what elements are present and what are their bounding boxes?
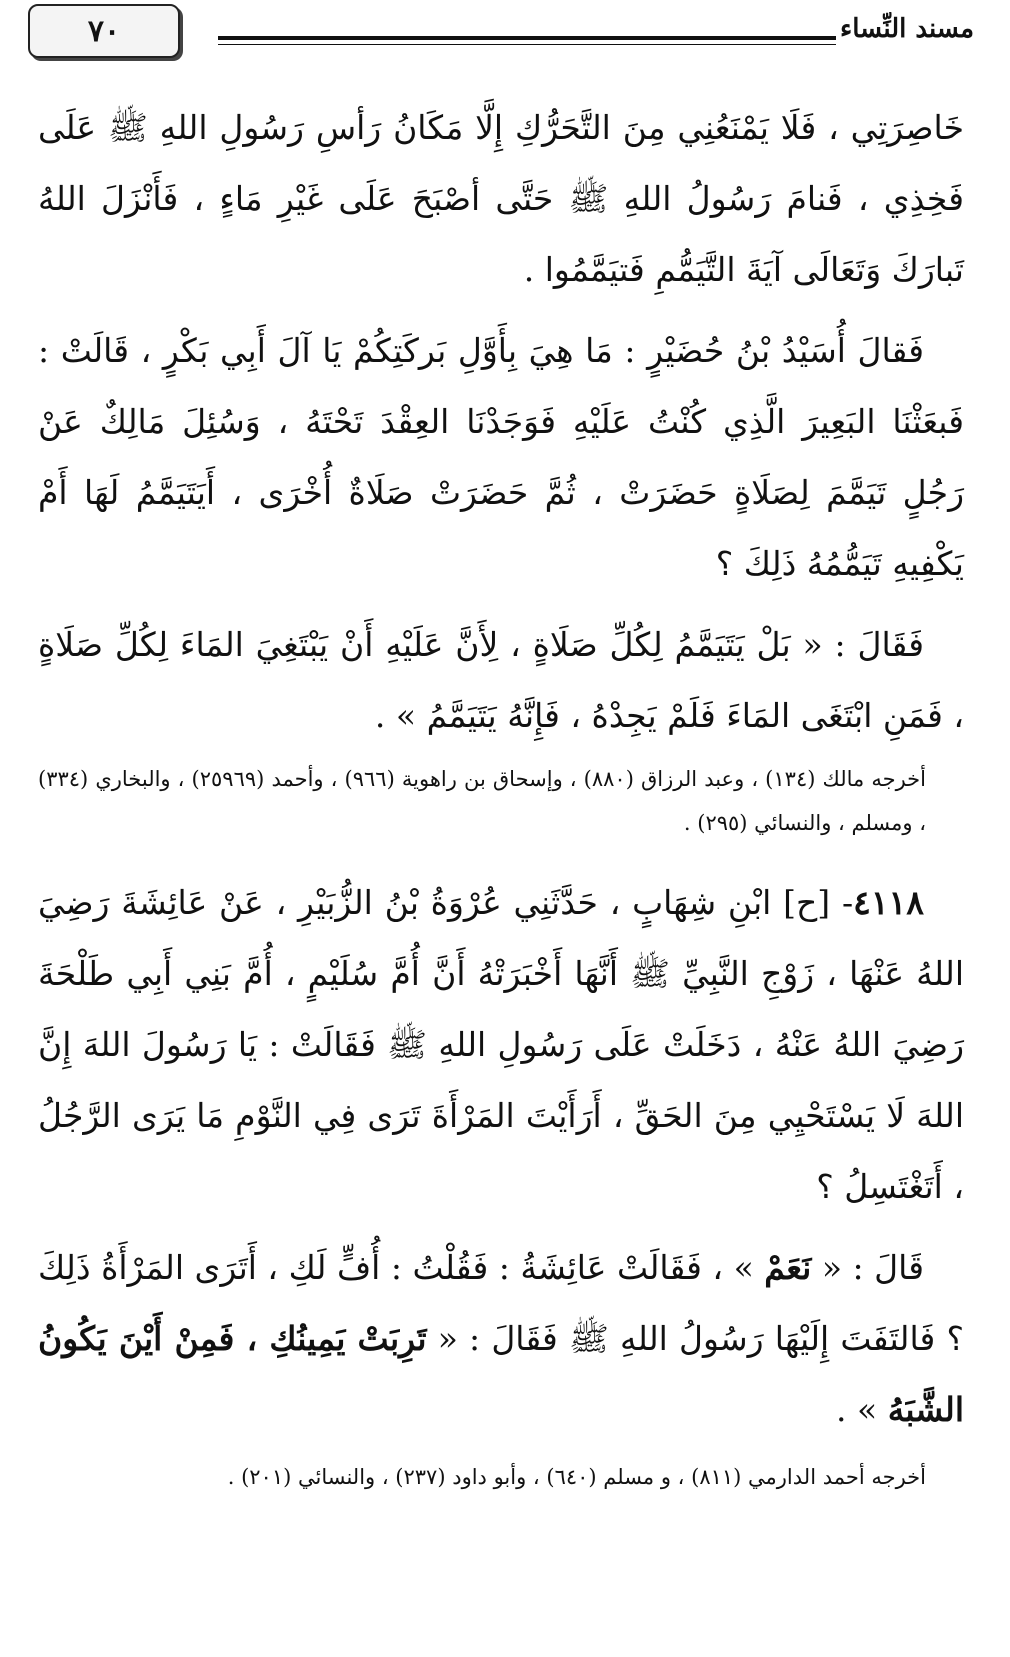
footnote-takhrij-2: أخرجه أحمد الدارمي (٨١١) ، و مسلم (٦٤٠) ، وأبو داود (٢٣٧) ، والنسائي (٢٠١) . (227, 1465, 926, 1489)
paragraph-continuation (38, 92, 964, 305)
paragraph-text: خَاصِرَتِي ، فَلَا يَمْنَعُنِي مِنَ التَّحَرُّكِ إِلَّا مَكَانُ رَأسِ رَسُولِ اللهِ ﷺ عَلَى فَخِذِي ، فَنامَ رَسُولُ اللهِ ﷺ حَتَّى أصْبَحَ عَلَى غَيْرِ مَاءٍ ، فَأَنْزَلَ اللهُ تَبارَكَ وَتَعَالَى آيَةَ التَّيَمُّمِ فَتيَمَّمُوا . (38, 108, 964, 289)
book-title: مسند النِّساء (840, 14, 974, 44)
page-number-badge (28, 4, 180, 58)
footnote-takhrij-1: أخرجه مالك (١٣٤) ، وعبد الرزاق (٨٨٠) ، وإسحاق بن راهوية (٩٦٦) ، وأحمد (٢٥٩٦٩) ، والبخاري (٣٣٤) ، ومسلم ، والنسائي (٢٩٥) . (38, 767, 927, 835)
hadith-paragraph-response (38, 1232, 964, 1445)
hadith-text-mid: » ، فَقَالَتْ عَائِشَةُ : فَقُلْتُ : أُفٍّ لَكِ ، أَتَرَى المَرْأَةُ ذَلِكَ ؟ فَالتَفَتَ إِلَيْهَا رَسُولُ اللهِ ﷺ فَقَالَ : « (38, 1248, 964, 1358)
hadith-text-end: » . (836, 1390, 888, 1429)
hadith-paragraph: ٤١١٨- [ح] ابْنِ شِهَابٍ ، حَدَّثَنِي عُرْوَةُ بْنُ الزُّبَيْرِ ، عَنْ عَائِشَةَ رَضِيَ اللهُ عَنْهَا ، زَوْجِ النَّبِيِّ ﷺ أَنَّهَا أَخْبَرَتْهُ أَنَّ أُمَّ سُلَيْمٍ ، أُمَّ بَنِي أَبِي طَلْحَةَ رَضِيَ اللهُ عَنْهُ ، دَخَلَتْ عَلَى رَسُولِ اللهِ ﷺ فَقَالَتْ : يَا رَسُولَ اللهَ إِنَّ اللهَ لَا يَسْتَحْيِي مِنَ الحَقِّ ، أَرَأَيْتَ المَرْأَةَ تَرَى فِي النَّوْمِ مَا يَرَى الرَّجُلُ ، أَتَغْتَسِلُ ؟ (38, 883, 965, 1206)
hadith-marker: [ح] (783, 883, 831, 922)
paragraph-text: فَقَالَ : « بَلْ يَتَيَمَّمُ لِكُلِّ صَلَاةٍ ، لِأَنَّ عَلَيْهِ أَنْ يَبْتَغِيَ المَاءَ لِكُلِّ صَلَاةٍ ، فَمَنِ ابْتَغَى المَاءَ فَلَمْ يَجِدْهُ ، فَإِنَّهُ يَتَيَمَّمُ » . (38, 625, 964, 735)
page-content (38, 92, 964, 1499)
hadith-text-start: قَالَ : « (811, 1248, 924, 1287)
hadith-text: ابْنِ شِهَابٍ ، حَدَّثَنِي عُرْوَةُ بْنُ الزُّبَيْرِ ، عَنْ عَائِشَةَ رَضِيَ اللهُ عَنْهَا ، زَوْجِ النَّبِيِّ ﷺ أَنَّهَا أَخْبَرَتْهُ أَنَّ أُمَّ سُلَيْمٍ ، أُمَّ بَنِي أَبِي طَلْحَةَ رَضِيَ اللهُ عَنْهُ ، دَخَلَتْ عَلَى رَسُولِ اللهِ ﷺ فَقَالَتْ : يَا رَسُولَ اللهَ إِنَّ اللهَ لَا يَسْتَحْيِي مِنَ الحَقِّ ، أَرَأَيْتَ المَرْأَةَ تَرَى فِي النَّوْمِ مَا يَرَى الرَّجُلُ ، أَتَغْتَسِلُ ؟ (38, 883, 965, 1206)
bold-prophetic-saying: تَرِبَتْ يَمِينُكِ ، فَمِنْ أَيْنَ يَكُونُ الشَّبَهُ (38, 1319, 964, 1429)
paragraph-usaid (38, 315, 964, 599)
header-rule (218, 36, 836, 40)
hadith-number: ٤١١٨ (853, 883, 925, 922)
paragraph-text: فَقالَ أُسَيْدُ بْنُ حُضَيْرٍ : مَا هِيَ بِأَوَّلِ بَركَتِكُمْ يَا آلَ أَبِي بَكْرٍ ، قَالَتْ : فَبعَثْنَا البَعِيرَ الَّذِي كُنْتُ عَلَيْهِ فَوَجَدْنَا العِقْدَ تَحْتَهُ ، وَسُئِلَ مَالِكٌ عَنْ رَجُلٍ تَيَمَّمَ لِصَلَاةٍ حَضَرَتْ ، ثُمَّ حَضَرَتْ صَلَاةٌ أُخْرَى ، أَيَتَيَمَّمُ لَهَا أَمْ يَكْفِيهِ تَيَمُّمُهُ ذَلِكَ ؟ (38, 331, 964, 583)
page-number: ٧٠ (87, 13, 121, 49)
bold-word-naam: نَعَمْ (764, 1248, 812, 1287)
paragraph-malik-answer (38, 609, 964, 751)
page-header (28, 0, 974, 70)
